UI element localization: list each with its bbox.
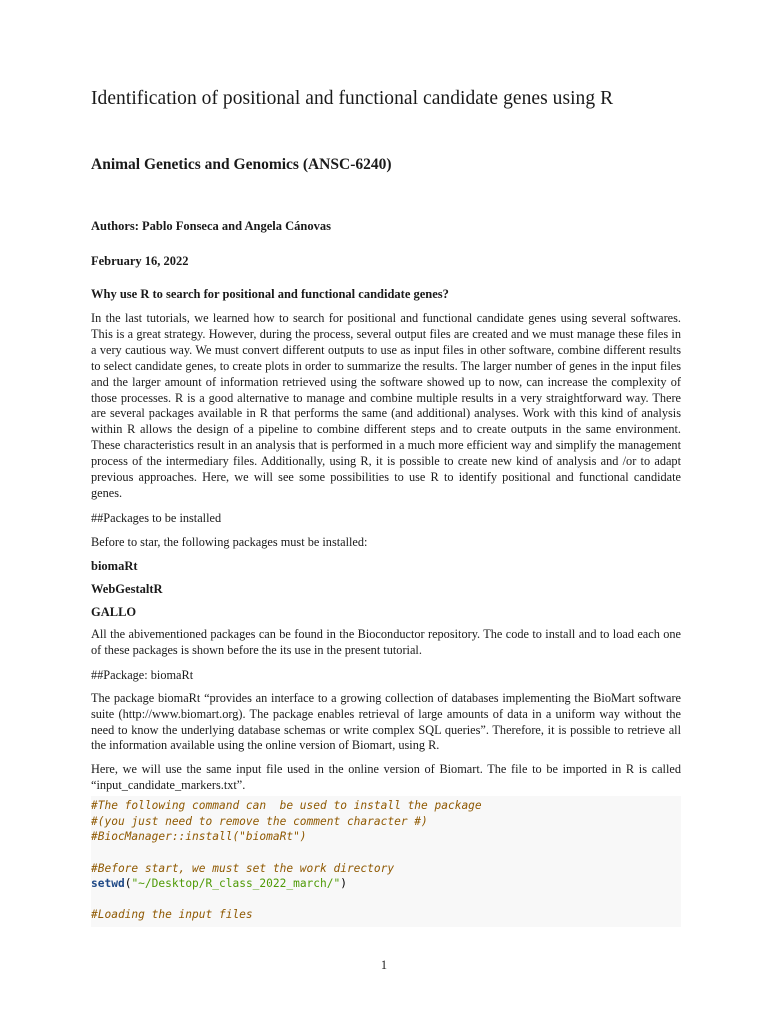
package-item-webgestaltr: WebGestaltR [91,581,163,596]
package-item-gallo: GALLO [91,604,137,619]
package-description: The package biomaRt “provides an interface to a growing collection of databases implementing the BioMart software suite (http://www.biomart.org). The package enables retrieval of large amounts of data in a uniform way without the need to know the underlying database schemas or write complex SQL queries”. Therefore, it is possible to retrieve all the information available using the online version of Biomart, using R. [91,690,681,753]
intro-paragraph: In the last tutorials, we learned how to search for positional and functional candidate genes using several softwares. This is a great strategy. However, during the process, several output files are created and we must manage these files in a very cautious way. We must convert different outputs to use as input files in other software, combine different results to select candidate genes, to create plots in order to summarize the results. The larger number of genes in the input files and the larger amount of information retrieved using the software showed up to now, can increase the complexity of those processes. R is a good alternative to manage and combine multiple results in a very straightforward way. There are several packages available in R that performs the same (and additional) analyses. Work with this kind of analysis within R allows the design of a pipeline to combine different steps and to create outputs in the same environment. These characteristics result in an analysis that is performed in a much more efficient way and simplify the management process of the intermediary files. Additionally, using R, it is possible to create new kind of analysis and /or to adapt previous approaches. Here, we will see some possibilities to use R to identify positional and functional candidate genes. [91,311,681,500]
code-line [91,907,681,923]
document-subtitle: Animal Genetics and Genomics (ANSC-6240) [91,156,392,173]
package-heading: ##Package: biomaRt [91,667,194,682]
code-line [91,876,681,892]
packages-note: All the abivementioned packages can be found in the Bioconductor repository. The code to install and to load each one of these packages is shown before the its use in the present tutorial. [91,626,681,657]
packages-heading: ##Packages to be installed [91,510,222,525]
code-line [91,814,681,830]
code-comment: #(you just need to remove the comment character #) [91,814,428,828]
code-block [91,796,681,927]
document-body [91,286,681,927]
code-paren-open: ( [124,877,132,891]
code-function: setwd [91,877,125,891]
document-date: February 16, 2022 [91,254,189,268]
code-string: "~/Desktop/R_class_2022_march/" [131,877,341,891]
code-line [91,861,681,877]
code-comment: #Loading the input files [91,908,253,922]
document-title: Identification of positional and functional candidate genes using R [91,88,614,109]
code-comment: #BiocManager::install("biomaRt") [91,830,307,844]
page-number: 1 [380,958,388,972]
code-paren-close: ) [340,877,347,891]
code-comment: #Before start, we must set the work directory [91,861,395,875]
code-line [91,798,681,814]
code-blank-line [91,845,681,861]
packages-intro: Before to star, the following packages must be installed: [91,534,368,549]
package-item-biomart: biomaRt [91,558,138,573]
code-comment: #The following command can be used to install the package [91,799,482,813]
section-heading: Why use R to search for positional and functional candidate genes? [91,287,449,301]
code-blank-line [91,892,681,908]
document-authors: Authors: Pablo Fonseca and Angela Cánovas [91,219,331,233]
code-line [91,829,681,845]
input-note: Here, we will use the same input file used in the online version of Biomart. The file to be imported in R is called “input_candidate_markers.txt”. [91,762,681,793]
